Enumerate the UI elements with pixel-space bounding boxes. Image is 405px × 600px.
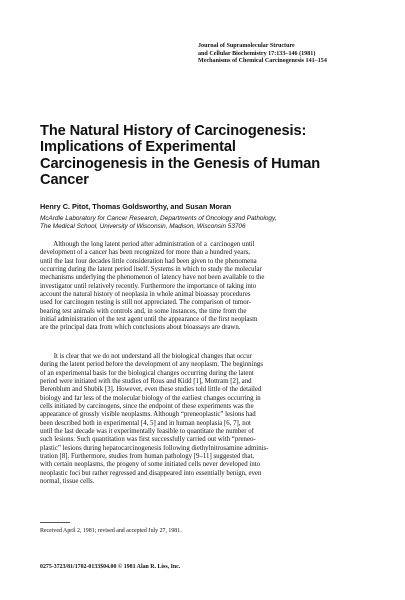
paragraph-line: bearing test animals with controls and, in some instances, the time from the — [40, 307, 247, 315]
paragraph-line: It is clear that we do not understand all the biological changes that occur — [40, 353, 252, 360]
journal-citation — [198, 43, 398, 66]
paragraph-line: appearance of grossly visible neoplasms. Although “preneoplastic” lesions had — [40, 411, 256, 419]
paragraph-line: are the principal data from which conclusions about bioassays are drawn. — [40, 324, 241, 332]
body-paragraph-1 — [40, 241, 370, 333]
paragraph-line: biology and far less of the molecular biology of the earliest changes occurring in — [40, 394, 261, 402]
paragraph-line: Although the long latent period after administration of a carcinogen until — [40, 241, 255, 248]
paragraph-line: cells initiated by carcinogens, since the endpoint of these experiments was the — [40, 403, 254, 411]
paragraph-line: such lesions. Such quantitation was first successfully carried out with “preneo- — [40, 436, 256, 444]
copyright-line: 0275-3723/81/1702-0133$04.00 © 1981 Alan R. Liss, Inc. — [40, 564, 181, 570]
paragraph-line: tration [8]. Furthermore, studies from human pathology [9–11] suggested that, — [40, 453, 255, 461]
paragraph-line: until the last decade was it experimentally feasible to quantitate the number of — [40, 428, 254, 436]
paragraph-line: during the latent period before the development of any neoplasm. The beginnings — [40, 361, 263, 369]
title-line: Carcinogenesis in the Genesis of Human — [40, 155, 321, 172]
paragraph-line: with certain neoplasms, the progeny of some initiated cells never developed into — [40, 461, 261, 469]
paragraph-line: investigator until relatively recently. Furthermore the importance of taking into — [40, 282, 257, 290]
affiliation-line: The Medical School, University of Wisconsin, Madison, Wisconsin 53706 — [40, 223, 246, 231]
received-date: Received April 2, 1981; revised and accepted July 27, 1981. — [40, 528, 182, 534]
paragraph-line: been described both in experimental [4, 5] and in human neoplasia [6, 7], not — [40, 419, 251, 427]
paragraph-line: plastic” lesions during hepatocarcinogenesis following diethylnitrosamine adminis- — [40, 444, 269, 452]
journal-line: Mechanisms of Chemical Carcinogenesis 141–154 — [198, 58, 327, 65]
footnote-rule — [40, 522, 70, 523]
paragraph-line: used for carcinogen testing is still not appreciated. The comparison of tumor- — [40, 299, 252, 307]
article-title — [40, 123, 370, 188]
paragraph-line: development of a cancer has been recognized for more than a hundred years, — [40, 249, 250, 257]
paragraph-line: normal, tissue cells. — [40, 478, 95, 486]
paragraph-line: of an experimental basis for the biological changes occurring during the latent — [40, 369, 254, 377]
paragraph-line: period were initiated with the studies of Rous and Kidd [1], Mottram [2], and — [40, 378, 252, 386]
journal-line: Journal of Supramolecular Structure — [198, 43, 295, 49]
author-list: Henry C. Pitot, Thomas Goldsworthy, and Susan Moran — [40, 202, 232, 211]
affiliation — [40, 215, 276, 231]
paragraph-line: neoplastic foci but rather regressed and disappeared into essentially benign, even — [40, 469, 262, 477]
journal-line: and Cellular Biochemistry 17:133–146 (1981) — [198, 50, 316, 57]
title-line: Implications of Experimental — [40, 139, 236, 156]
paragraph-line: Berenblum and Shubik [3]. However, even these studies told little of the detailed — [40, 386, 262, 394]
paragraph-line: mechanisms underlying the phenomenon of latency have not been available to the — [40, 274, 265, 282]
paragraph-line: occurring during the latent period itself. Systems in which to study the molecular — [40, 266, 262, 274]
paragraph-line: initial administration of the test agent until the appearance of the first neoplasm — [40, 316, 258, 324]
affiliation-line: McArdle Laboratory for Cancer Research, Departments of Oncology and Pathology, — [40, 215, 277, 222]
title-line: The Natural History of Carcinogenesis: — [40, 123, 307, 139]
body-paragraph-2 — [40, 353, 370, 487]
title-line: Cancer — [40, 171, 89, 188]
paragraph-line: account the natural history of neoplasia in whole animal bioassay procedures — [40, 291, 251, 299]
paragraph-line: until the last four decades little consideration had been given to the phenomena — [40, 257, 257, 265]
